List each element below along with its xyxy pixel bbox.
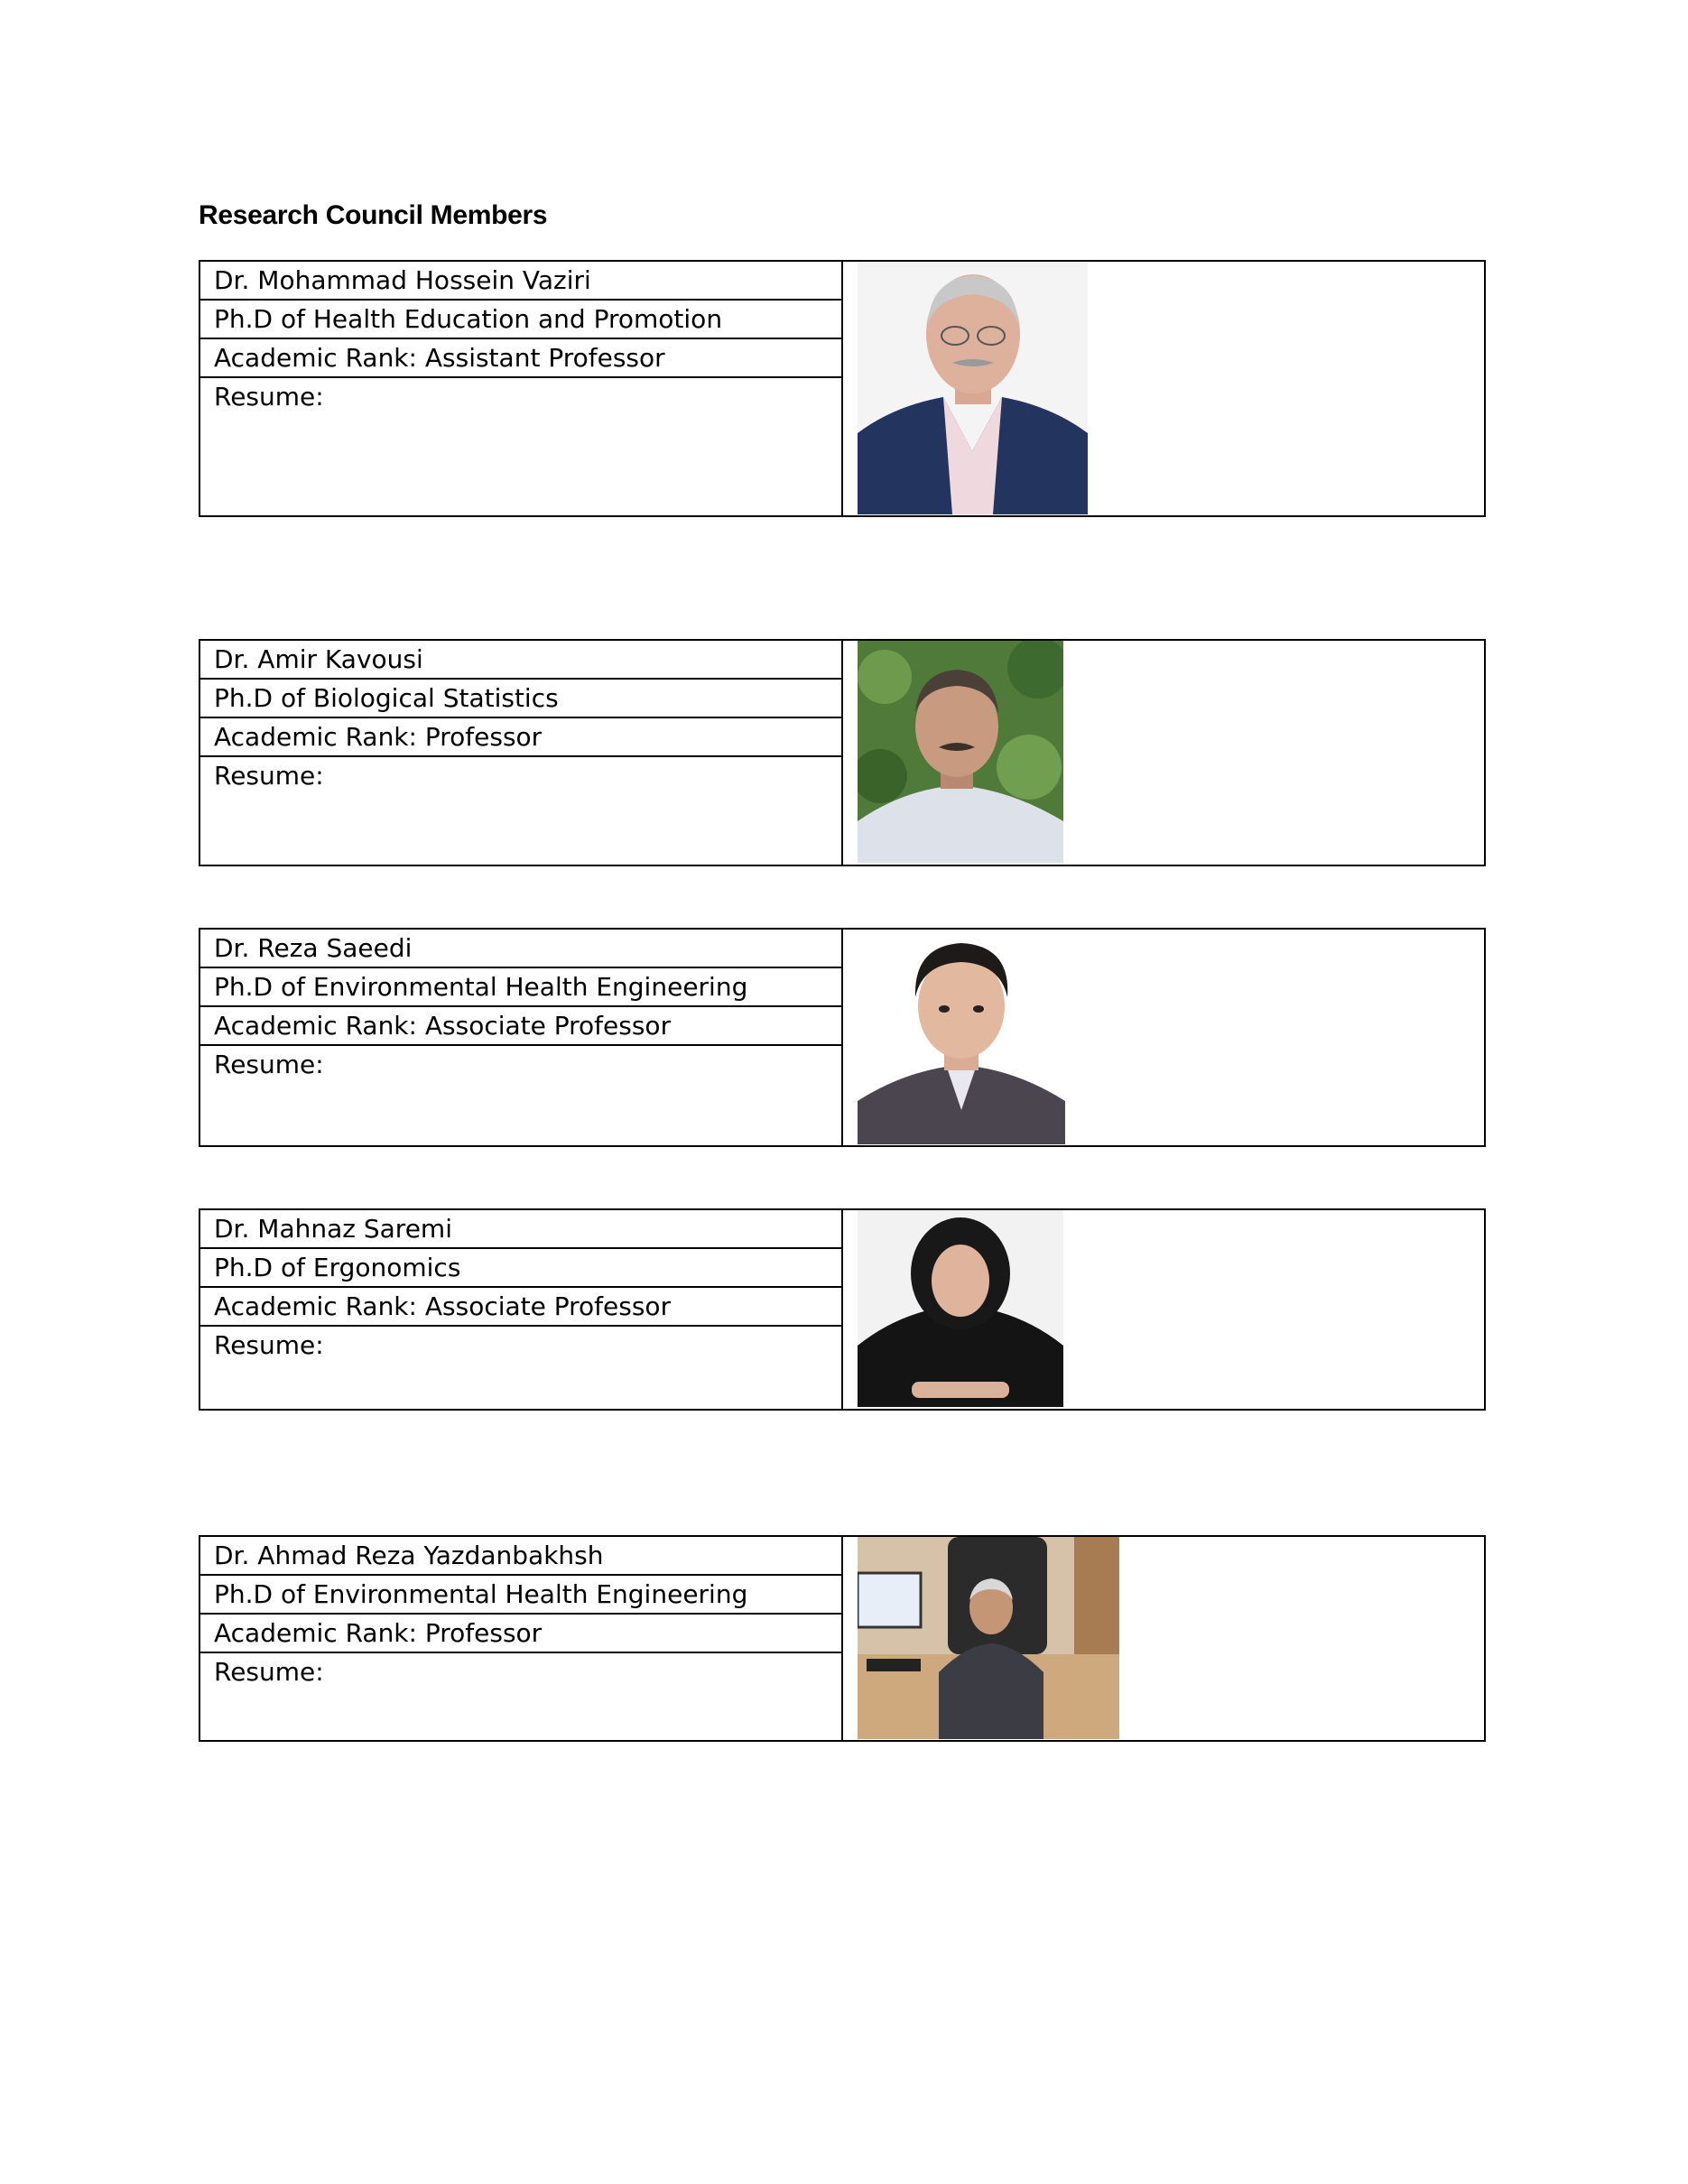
member-photo	[858, 641, 1063, 863]
member-photo	[858, 930, 1065, 1144]
member-rank: Academic Rank: Professor	[200, 718, 841, 757]
member-resume: Resume:	[214, 1050, 324, 1079]
member-photo	[858, 1537, 1119, 1739]
member-name: Dr. Mohammad Hossein Vaziri	[200, 262, 841, 301]
member-card-5	[199, 1535, 1486, 1742]
member-rank: Academic Rank: Associate Professor	[200, 1288, 841, 1327]
member-name: Dr. Mahnaz Saremi	[200, 1210, 841, 1249]
member-degree: Ph.D of Health Education and Promotion	[200, 301, 841, 339]
member-resume: Resume:	[214, 382, 324, 412]
member-degree: Ph.D of Environmental Health Engineering	[200, 1576, 841, 1615]
member-resume: Resume:	[214, 1657, 324, 1687]
member-photo-cell	[843, 930, 1484, 1145]
member-resume: Resume:	[214, 761, 324, 791]
member-rank: Academic Rank: Professor	[200, 1615, 841, 1653]
member-card-4	[199, 1208, 1486, 1411]
member-info	[200, 641, 843, 865]
member-info	[200, 930, 843, 1145]
member-info	[200, 262, 843, 515]
member-degree: Ph.D of Biological Statistics	[200, 680, 841, 718]
member-info	[200, 1537, 843, 1740]
member-photo	[858, 262, 1088, 514]
member-info	[200, 1210, 843, 1409]
member-name: Dr. Reza Saeedi	[200, 930, 841, 968]
member-name: Dr. Amir Kavousi	[200, 641, 841, 680]
page-title: Research Council Members	[199, 200, 548, 230]
member-name: Dr. Ahmad Reza Yazdanbakhsh	[200, 1537, 841, 1576]
member-degree: Ph.D of Environmental Health Engineering	[200, 968, 841, 1007]
member-card-3	[199, 928, 1486, 1147]
member-resume: Resume:	[214, 1330, 324, 1360]
member-photo-cell	[843, 1210, 1484, 1409]
member-photo-cell	[843, 641, 1484, 865]
member-photo-cell	[843, 262, 1484, 515]
member-rank: Academic Rank: Assistant Professor	[200, 339, 841, 378]
member-card-2	[199, 639, 1486, 866]
member-rank: Academic Rank: Associate Professor	[200, 1007, 841, 1046]
member-photo	[858, 1210, 1063, 1407]
member-card-1	[199, 260, 1486, 517]
member-photo-cell	[843, 1537, 1484, 1740]
member-degree: Ph.D of Ergonomics	[200, 1249, 841, 1288]
